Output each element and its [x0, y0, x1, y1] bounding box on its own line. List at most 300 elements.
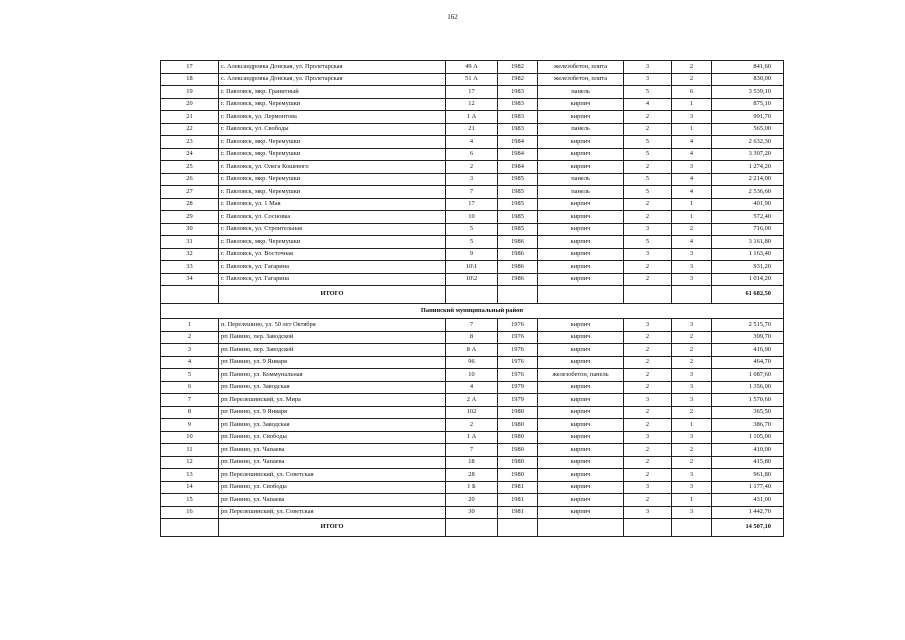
entrances-cell: 2 [672, 444, 712, 457]
table-row [161, 456, 784, 469]
wall-material-cell: железобетон, панель [538, 369, 624, 382]
row-number: 2 [161, 331, 219, 344]
year-cell: 1983 [498, 86, 538, 99]
row-number: 30 [161, 223, 219, 236]
address-cell: рп Панино, ул. 9 Января [219, 406, 446, 419]
row-number: 33 [161, 261, 219, 274]
floors-cell: 2 [624, 211, 672, 224]
house-number-cell: 5 [446, 223, 498, 236]
total-value: 14 507,10 [712, 519, 784, 537]
house-number-cell: 10 [446, 369, 498, 382]
total-label: ИТОГО [219, 519, 446, 537]
entrances-cell: 1 [672, 211, 712, 224]
address-cell: рп Панино, ул. 9 Января [219, 356, 446, 369]
table-row [161, 186, 784, 199]
wall-material-cell: кирпич [538, 419, 624, 432]
year-cell: 1981 [498, 481, 538, 494]
table-row [161, 136, 784, 149]
house-number-cell: 1 А [446, 431, 498, 444]
entrances-cell: 3 [672, 506, 712, 519]
house-number-cell: 17 [446, 198, 498, 211]
wall-material-cell: кирпич [538, 381, 624, 394]
section-header-row [161, 304, 784, 319]
table-row [161, 236, 784, 249]
row-number: 12 [161, 456, 219, 469]
row-number: 32 [161, 248, 219, 261]
wall-material-cell: кирпич [538, 356, 624, 369]
entrances-cell: 3 [672, 111, 712, 124]
area-cell: 1 163,40 [712, 248, 784, 261]
entrances-cell: 1 [672, 123, 712, 136]
area-cell: 3 161,80 [712, 236, 784, 249]
row-number: 28 [161, 198, 219, 211]
table-row [161, 98, 784, 111]
address-cell: с. Александровка Донская, ул. Пролетарская [219, 61, 446, 74]
year-cell: 1985 [498, 211, 538, 224]
area-cell: 2 515,70 [712, 319, 784, 332]
empty-cell [672, 519, 712, 537]
area-cell: 2 632,30 [712, 136, 784, 149]
house-number-cell: 28 [446, 469, 498, 482]
year-cell: 1984 [498, 161, 538, 174]
address-cell: рп Панино, ул. Заводская [219, 419, 446, 432]
area-cell: 1 014,20 [712, 273, 784, 286]
wall-material-cell: кирпич [538, 211, 624, 224]
address-cell: г. Павловск, мкр. Черемушки [219, 98, 446, 111]
house-number-cell: 18 [446, 456, 498, 469]
table-row [161, 273, 784, 286]
table-row [161, 73, 784, 86]
area-cell: 1 274,20 [712, 161, 784, 174]
empty-cell [446, 286, 498, 304]
wall-material-cell: кирпич [538, 331, 624, 344]
entrances-cell: 3 [672, 261, 712, 274]
address-cell: г. Павловск, ул. Свободы [219, 123, 446, 136]
address-cell: г. Павловск, мкр. Черемушки [219, 136, 446, 149]
year-cell: 1976 [498, 331, 538, 344]
wall-material-cell: кирпич [538, 111, 624, 124]
table-row [161, 469, 784, 482]
address-cell: г. Павловск, мкр. Черемушки [219, 236, 446, 249]
row-number: 34 [161, 273, 219, 286]
address-cell: рп Перелешинский, ул. Советская [219, 506, 446, 519]
table-row [161, 406, 784, 419]
empty-cell [624, 519, 672, 537]
table-row [161, 431, 784, 444]
year-cell: 1983 [498, 98, 538, 111]
house-number-cell: 1 Б [446, 481, 498, 494]
entrances-cell: 3 [672, 161, 712, 174]
address-cell: рп Панино, ул. Чапаева [219, 456, 446, 469]
house-number-cell: 51 А [446, 73, 498, 86]
area-cell: 431,00 [712, 494, 784, 507]
year-cell: 1976 [498, 369, 538, 382]
row-number: 27 [161, 186, 219, 199]
year-cell: 1980 [498, 431, 538, 444]
floors-cell: 2 [624, 111, 672, 124]
row-number: 18 [161, 73, 219, 86]
address-cell: г. Павловск, мкр. Черемушки [219, 173, 446, 186]
floors-cell: 3 [624, 431, 672, 444]
wall-material-cell: кирпич [538, 506, 624, 519]
floors-cell: 2 [624, 123, 672, 136]
entrances-cell: 2 [672, 456, 712, 469]
row-number: 16 [161, 506, 219, 519]
wall-material-cell: кирпич [538, 444, 624, 457]
floors-cell: 2 [624, 344, 672, 357]
row-number: 11 [161, 444, 219, 457]
area-cell: 565,00 [712, 123, 784, 136]
floors-cell: 2 [624, 494, 672, 507]
address-cell: рп Панино, ул. Свободы [219, 481, 446, 494]
entrances-cell: 3 [672, 369, 712, 382]
address-cell: г. Павловск, ул. Восточная [219, 248, 446, 261]
empty-cell [498, 519, 538, 537]
floors-cell: 5 [624, 236, 672, 249]
row-number: 7 [161, 394, 219, 407]
row-number: 10 [161, 431, 219, 444]
table-row [161, 444, 784, 457]
area-cell: 410,00 [712, 444, 784, 457]
row-number: 24 [161, 148, 219, 161]
year-cell: 1984 [498, 136, 538, 149]
row-number: 15 [161, 494, 219, 507]
year-cell: 1976 [498, 356, 538, 369]
table-row [161, 261, 784, 274]
entrances-cell: 1 [672, 198, 712, 211]
address-cell: с. Александровка Донская, ул. Пролетарская [219, 73, 446, 86]
empty-cell [161, 286, 219, 304]
empty-cell [624, 286, 672, 304]
table-row [161, 381, 784, 394]
area-cell: 386,70 [712, 419, 784, 432]
wall-material-cell: кирпич [538, 319, 624, 332]
wall-material-cell: кирпич [538, 223, 624, 236]
table-row [161, 319, 784, 332]
floors-cell: 3 [624, 319, 672, 332]
address-cell: рп Панино, пер. Заводской [219, 331, 446, 344]
address-cell: рп Панино, ул. Заводская [219, 381, 446, 394]
table-row [161, 173, 784, 186]
wall-material-cell: железобетон, плита [538, 61, 624, 74]
floors-cell: 2 [624, 161, 672, 174]
entrances-cell: 4 [672, 148, 712, 161]
house-number-cell: 4 [446, 381, 498, 394]
area-cell: 1 356,00 [712, 381, 784, 394]
wall-material-cell: кирпич [538, 456, 624, 469]
floors-cell: 2 [624, 406, 672, 419]
wall-material-cell: кирпич [538, 148, 624, 161]
house-number-cell: 1 А [446, 111, 498, 124]
house-number-cell: 10\1 [446, 261, 498, 274]
empty-cell [161, 519, 219, 537]
floors-cell: 2 [624, 469, 672, 482]
address-cell: рп Панино, ул. Чапаева [219, 494, 446, 507]
entrances-cell: 2 [672, 356, 712, 369]
entrances-cell: 6 [672, 86, 712, 99]
year-cell: 1983 [498, 111, 538, 124]
entrances-cell: 2 [672, 223, 712, 236]
house-number-cell: 6 [446, 148, 498, 161]
entrances-cell: 2 [672, 73, 712, 86]
address-cell: г. Павловск, ул. Гагарина [219, 273, 446, 286]
year-cell: 1986 [498, 236, 538, 249]
empty-cell [538, 519, 624, 537]
area-cell: 1 442,70 [712, 506, 784, 519]
table-row [161, 494, 784, 507]
year-cell: 1979 [498, 394, 538, 407]
year-cell: 1982 [498, 61, 538, 74]
entrances-cell: 3 [672, 273, 712, 286]
floors-cell: 2 [624, 261, 672, 274]
wall-material-cell: кирпич [538, 469, 624, 482]
wall-material-cell: кирпич [538, 273, 624, 286]
year-cell: 1986 [498, 273, 538, 286]
table-row [161, 356, 784, 369]
total-value: 61 682,50 [712, 286, 784, 304]
wall-material-cell: кирпич [538, 481, 624, 494]
wall-material-cell: кирпич [538, 98, 624, 111]
year-cell: 1986 [498, 248, 538, 261]
entrances-cell: 1 [672, 419, 712, 432]
floors-cell: 3 [624, 394, 672, 407]
year-cell: 1981 [498, 494, 538, 507]
area-cell: 875,10 [712, 98, 784, 111]
entrances-cell: 3 [672, 469, 712, 482]
table-row [161, 198, 784, 211]
house-number-cell: 5 [446, 236, 498, 249]
floors-cell: 3 [624, 61, 672, 74]
table-row [161, 369, 784, 382]
entrances-cell: 2 [672, 331, 712, 344]
row-number: 26 [161, 173, 219, 186]
total-row [161, 519, 784, 537]
address-cell: г. Павловск, ул. Сосновка [219, 211, 446, 224]
address-cell: п. Перелешино, ул. 50 лет Октября [219, 319, 446, 332]
floors-cell: 3 [624, 248, 672, 261]
house-number-cell: 7 [446, 186, 498, 199]
row-number: 14 [161, 481, 219, 494]
address-cell: рп Перелешинский, ул. Мира [219, 394, 446, 407]
floors-cell: 2 [624, 444, 672, 457]
address-cell: г. Павловск, ул. Гагарина [219, 261, 446, 274]
entrances-cell: 3 [672, 431, 712, 444]
address-cell: рп Перелешинский, ул. Советская [219, 469, 446, 482]
house-number-cell: 49 А [446, 61, 498, 74]
table-row [161, 344, 784, 357]
floors-cell: 3 [624, 506, 672, 519]
table-row [161, 481, 784, 494]
area-cell: 931,20 [712, 261, 784, 274]
row-number: 4 [161, 356, 219, 369]
floors-cell: 2 [624, 198, 672, 211]
table-row [161, 61, 784, 74]
area-cell: 716,00 [712, 223, 784, 236]
table-row [161, 211, 784, 224]
year-cell: 1979 [498, 381, 538, 394]
table-row [161, 161, 784, 174]
floors-cell: 2 [624, 273, 672, 286]
row-number: 6 [161, 381, 219, 394]
area-cell: 416,90 [712, 344, 784, 357]
area-cell: 1 570,60 [712, 394, 784, 407]
year-cell: 1985 [498, 186, 538, 199]
wall-material-cell: кирпич [538, 394, 624, 407]
entrances-cell: 3 [672, 381, 712, 394]
housing-register-table [160, 60, 784, 537]
year-cell: 1983 [498, 123, 538, 136]
year-cell: 1982 [498, 73, 538, 86]
address-cell: рп Панино, ул. Свободы [219, 431, 446, 444]
entrances-cell: 4 [672, 186, 712, 199]
entrances-cell: 3 [672, 394, 712, 407]
row-number: 17 [161, 61, 219, 74]
total-label: ИТОГО [219, 286, 446, 304]
section-title: Панинский муниципальный район [161, 304, 784, 319]
year-cell: 1980 [498, 444, 538, 457]
area-cell: 991,70 [712, 111, 784, 124]
table-row [161, 123, 784, 136]
area-cell: 841,60 [712, 61, 784, 74]
house-number-cell: 20 [446, 494, 498, 507]
house-number-cell: 30 [446, 506, 498, 519]
row-number: 19 [161, 86, 219, 99]
entrances-cell: 3 [672, 481, 712, 494]
row-number: 5 [161, 369, 219, 382]
area-cell: 961,80 [712, 469, 784, 482]
floors-cell: 2 [624, 456, 672, 469]
house-number-cell: 102 [446, 406, 498, 419]
year-cell: 1980 [498, 419, 538, 432]
table-body [161, 61, 784, 537]
empty-cell [446, 519, 498, 537]
year-cell: 1980 [498, 456, 538, 469]
address-cell: рп Панино, ул. Коммунальная [219, 369, 446, 382]
page-number: 162 [447, 13, 458, 21]
address-cell: г. Павловск, мкр. Черемушки [219, 148, 446, 161]
floors-cell: 5 [624, 136, 672, 149]
table-row [161, 394, 784, 407]
address-cell: г. Павловск, мкр. Гранитный [219, 86, 446, 99]
row-number: 9 [161, 419, 219, 432]
entrances-cell: 4 [672, 236, 712, 249]
floors-cell: 2 [624, 331, 672, 344]
address-cell: г. Павловск, ул. Строительная [219, 223, 446, 236]
area-cell: 1 087,60 [712, 369, 784, 382]
area-cell: 401,90 [712, 198, 784, 211]
floors-cell: 4 [624, 98, 672, 111]
entrances-cell: 4 [672, 173, 712, 186]
row-number: 22 [161, 123, 219, 136]
house-number-cell: 9 [446, 248, 498, 261]
wall-material-cell: кирпич [538, 406, 624, 419]
area-cell: 415,80 [712, 456, 784, 469]
entrances-cell: 2 [672, 406, 712, 419]
entrances-cell: 2 [672, 61, 712, 74]
floors-cell: 2 [624, 369, 672, 382]
wall-material-cell: кирпич [538, 261, 624, 274]
area-cell: 830,00 [712, 73, 784, 86]
floors-cell: 2 [624, 419, 672, 432]
wall-material-cell: кирпич [538, 198, 624, 211]
empty-cell [498, 286, 538, 304]
empty-cell [672, 286, 712, 304]
wall-material-cell: панель [538, 173, 624, 186]
wall-material-cell: кирпич [538, 344, 624, 357]
house-number-cell: 96 [446, 356, 498, 369]
entrances-cell: 2 [672, 344, 712, 357]
house-number-cell: 8 [446, 331, 498, 344]
house-number-cell: 7 [446, 444, 498, 457]
area-cell: 3 307,20 [712, 148, 784, 161]
table-row [161, 419, 784, 432]
address-cell: г. Павловск, ул. 1 Мая [219, 198, 446, 211]
floors-cell: 3 [624, 73, 672, 86]
house-number-cell: 4 [446, 136, 498, 149]
floors-cell: 5 [624, 86, 672, 99]
wall-material-cell: железобетон, плита [538, 73, 624, 86]
wall-material-cell: панель [538, 186, 624, 199]
house-number-cell: 2 [446, 419, 498, 432]
area-cell: 399,70 [712, 331, 784, 344]
row-number: 23 [161, 136, 219, 149]
year-cell: 1980 [498, 406, 538, 419]
house-number-cell: 12 [446, 98, 498, 111]
year-cell: 1976 [498, 319, 538, 332]
table-row [161, 506, 784, 519]
house-number-cell: 21 [446, 123, 498, 136]
wall-material-cell: кирпич [538, 431, 624, 444]
area-cell: 1 177,40 [712, 481, 784, 494]
year-cell: 1980 [498, 469, 538, 482]
total-row [161, 286, 784, 304]
house-number-cell: 3 [446, 173, 498, 186]
house-number-cell: 10\2 [446, 273, 498, 286]
year-cell: 1976 [498, 344, 538, 357]
house-number-cell: 10 [446, 211, 498, 224]
table-row [161, 86, 784, 99]
year-cell: 1985 [498, 198, 538, 211]
floors-cell: 5 [624, 173, 672, 186]
row-number: 21 [161, 111, 219, 124]
floors-cell: 3 [624, 481, 672, 494]
wall-material-cell: кирпич [538, 136, 624, 149]
floors-cell: 2 [624, 356, 672, 369]
floors-cell: 5 [624, 148, 672, 161]
year-cell: 1981 [498, 506, 538, 519]
floors-cell: 2 [624, 381, 672, 394]
house-number-cell: 2 [446, 161, 498, 174]
area-cell: 2 536,60 [712, 186, 784, 199]
row-number: 29 [161, 211, 219, 224]
address-cell: г. Павловск, ул. Олега Кошевого [219, 161, 446, 174]
address-cell: г. Павловск, мкр. Черемушки [219, 186, 446, 199]
area-cell: 464,70 [712, 356, 784, 369]
row-number: 13 [161, 469, 219, 482]
wall-material-cell: кирпич [538, 161, 624, 174]
table-row [161, 331, 784, 344]
area-cell: 1 105,00 [712, 431, 784, 444]
house-number-cell: 2 А [446, 394, 498, 407]
wall-material-cell: кирпич [538, 236, 624, 249]
year-cell: 1984 [498, 148, 538, 161]
wall-material-cell: панель [538, 123, 624, 136]
empty-cell [538, 286, 624, 304]
table-row [161, 148, 784, 161]
row-number: 20 [161, 98, 219, 111]
house-number-cell: 17 [446, 86, 498, 99]
house-number-cell: 7 [446, 319, 498, 332]
